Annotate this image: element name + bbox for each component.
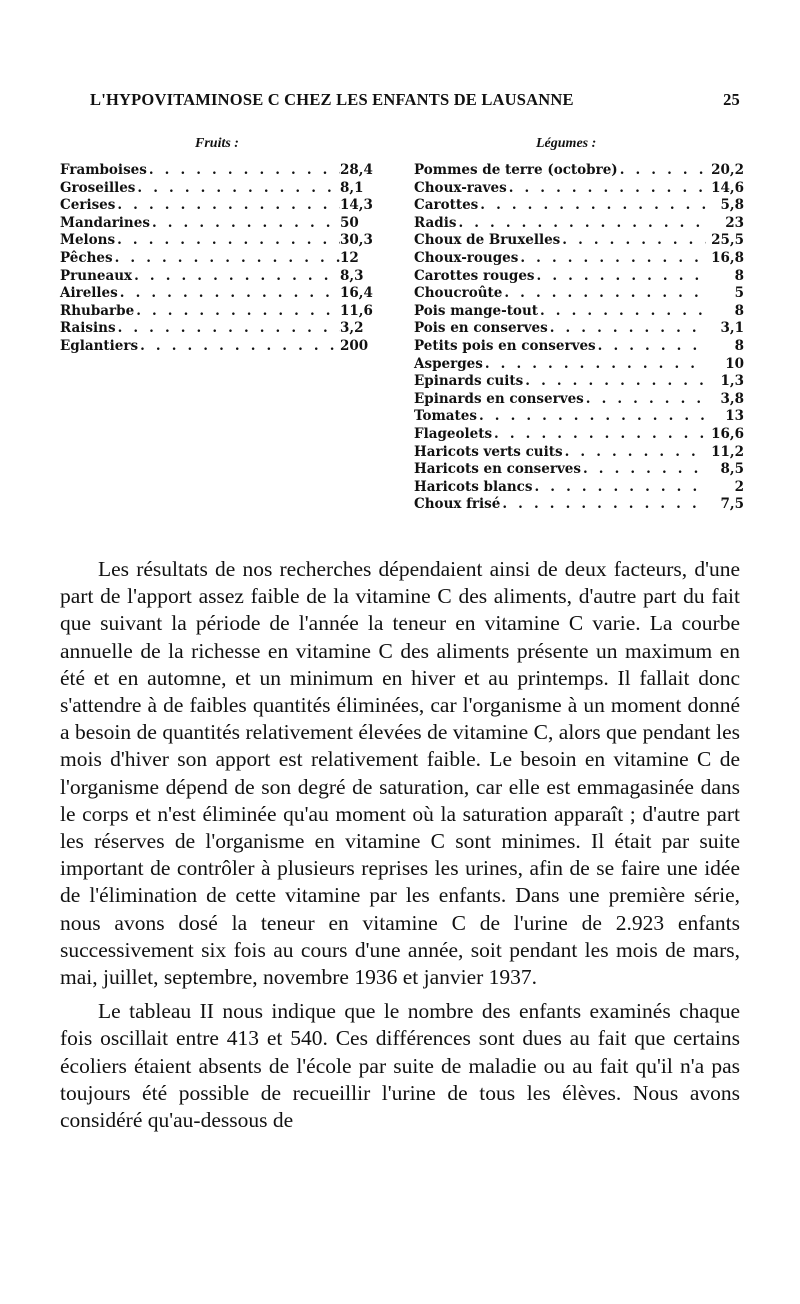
fruit-name: Groseilles [60, 179, 136, 196]
legume-name: Haricots verts cuits [414, 443, 563, 460]
page-number: 25 [723, 90, 740, 109]
dot-leader [115, 197, 340, 213]
legume-row [414, 461, 744, 479]
fruit-value: 11,6 [340, 302, 373, 319]
body-text [60, 556, 740, 1134]
legume-name: Carottes rouges [414, 267, 535, 284]
dot-leader [116, 320, 340, 336]
fruit-value: 50 [340, 214, 359, 231]
legume-value: 5 [734, 285, 744, 302]
legume-name: Haricots blancs [414, 478, 533, 495]
legumes-list [414, 162, 744, 514]
legume-name: Choux-rouges [414, 249, 519, 266]
dot-leader [618, 162, 706, 178]
legume-name: Pois en conserves [414, 320, 548, 337]
legume-name: Epinards cuits [414, 373, 524, 390]
dot-leader [581, 461, 706, 477]
fruit-row [60, 285, 380, 303]
dot-leader [584, 391, 706, 407]
legume-row [414, 250, 744, 268]
legume-row [414, 320, 744, 338]
legume-name: Petits pois en conserves [414, 337, 596, 354]
legume-name: Carottes [414, 197, 479, 214]
fruit-name: Mandarines [60, 214, 150, 231]
legume-name: Haricots en conserves [414, 461, 581, 478]
fruit-name: Cerises [60, 197, 116, 214]
legume-row [414, 162, 744, 180]
dot-leader [548, 320, 706, 336]
fruit-value: 14,3 [340, 197, 373, 214]
dot-leader [560, 232, 706, 248]
legume-value: 20,2 [711, 162, 744, 178]
legume-name: Flageolets [414, 425, 493, 442]
dot-leader [507, 180, 706, 196]
dot-leader [500, 496, 706, 512]
fruits-list [60, 162, 380, 356]
legume-name: Pommes de terre (octobre) [414, 162, 618, 178]
legume-value: 1,3 [720, 373, 744, 390]
legume-value: 8 [734, 302, 744, 319]
legume-value: 5,8 [720, 197, 744, 214]
legume-row [414, 338, 744, 356]
legume-name: Asperges [414, 355, 483, 372]
dot-leader [492, 426, 706, 442]
fruit-row [60, 250, 380, 268]
dot-leader [477, 408, 706, 424]
dot-leader [132, 268, 340, 284]
legume-row [414, 232, 744, 250]
legume-row [414, 426, 744, 444]
dot-leader [563, 444, 706, 460]
legume-value: 11,2 [711, 443, 744, 460]
legume-value: 14,6 [711, 179, 744, 196]
dot-leader [135, 180, 340, 196]
dot-leader [113, 250, 340, 266]
fruit-name: Pêches [60, 249, 113, 266]
dot-leader [115, 232, 340, 248]
dot-leader [478, 197, 706, 213]
fruit-row [60, 197, 380, 215]
fruit-name: Rhubarbe [60, 302, 135, 319]
legume-name: Radis [414, 214, 457, 231]
legume-name: Choux frisé [414, 496, 501, 513]
legume-row [414, 444, 744, 462]
running-title: L'HYPOVITAMINOSE C CHEZ LES ENFANTS DE LAUSANNE [90, 90, 574, 109]
paragraph: Les résultats de nos recherches dépendaient ainsi de deux facteurs, d'une part de l'apport assez faible de la vitamine C des aliments, d'autre part du fait que suivant la période de l'année la teneur en vitamine C varie. La courbe annuelle de la richesse en vitamine C des aliments présente un maximum en été et en automne, et un minimum en hiver et au printemps. Il fallait donc s'attendre à de faibles quantités éliminées, car l'organisme à un moment donné a besoin de quantités relativement élevées de vitamine C, alors que pendant les mois d'hiver son apport est relativement faible. Le besoin en vitamine C de l'organisme dépend de son degré de saturation, car elle est emmagasinée dans le corps et n'est éliminée qu'au moment où la saturation apparaît ; d'autre part les réserves de l'organisme en vitamine C sont minimes. Il était par suite important de contrôler à plusieurs reprises les urines, afin de se faire une idée de l'élimination de cette vitamine par les enfants. Dans une première série, nous avons dosé la teneur en vitamine C de l'urine de 2.923 enfants successivement six fois au cours d'une année, soit pendant les mois de mars, mai, juillet, septembre, novembre 1936 et janvier 1937. [60, 557, 740, 990]
legume-value: 2 [734, 478, 744, 495]
fruit-value: 200 [340, 337, 369, 354]
fruit-row [60, 180, 380, 198]
legume-name: Tomates [414, 408, 477, 425]
dot-leader [483, 356, 706, 372]
legume-row [414, 303, 744, 321]
legume-row [414, 373, 744, 391]
dot-leader [138, 338, 340, 354]
legume-row [414, 408, 744, 426]
legume-name: Pois mange-tout [414, 302, 538, 319]
fruit-name: Melons [60, 232, 116, 249]
legume-value: 3,8 [720, 390, 744, 407]
fruit-row [60, 303, 380, 321]
fruit-value: 3,2 [340, 320, 364, 337]
legume-value: 23 [725, 214, 744, 231]
dot-leader [150, 215, 340, 231]
fruit-value: 8,3 [340, 267, 364, 284]
legume-value: 16,8 [711, 249, 744, 266]
dot-leader [532, 479, 706, 495]
legume-name: Epinards en conserves [414, 390, 584, 407]
legume-row [414, 356, 744, 374]
legume-value: 8,5 [720, 461, 744, 478]
dot-leader [147, 162, 340, 178]
fruit-name: Eglantiers [60, 337, 139, 354]
legume-value: 25,5 [711, 232, 744, 249]
dot-leader [518, 250, 706, 266]
fruit-row [60, 215, 380, 233]
fruit-name: Airelles [60, 285, 118, 302]
fruit-row [60, 320, 380, 338]
dot-leader [523, 373, 706, 389]
fruit-row [60, 232, 380, 250]
dot-leader [456, 215, 706, 231]
dot-leader [134, 303, 340, 319]
fruits-heading: Fruits : [195, 136, 239, 151]
legumes-heading: Légumes : [536, 136, 597, 151]
legume-value: 16,6 [711, 425, 744, 442]
dot-leader [535, 268, 706, 284]
fruit-row [60, 162, 380, 180]
legume-row [414, 268, 744, 286]
fruit-row [60, 268, 380, 286]
running-header [90, 90, 740, 110]
legume-value: 13 [725, 408, 744, 425]
dot-leader [502, 285, 706, 301]
legume-row [414, 197, 744, 215]
legume-value: 7,5 [720, 496, 744, 513]
legume-row [414, 479, 744, 497]
dot-leader [538, 303, 706, 319]
legume-row [414, 496, 744, 514]
paragraph: Le tableau II nous indique que le nombre des enfants examinés chaque fois oscillait entre 413 et 540. Ces différences sont dues au fait que certains écoliers étaient absents de l'école par suite de maladie ou au fait qu'il n'a pas toujours été possible de recueillir l'urine de tous les élèves. Nous avons considéré qu'au-dessous de [60, 999, 740, 1133]
fruit-value: 28,4 [340, 162, 373, 178]
fruit-value: 16,4 [340, 285, 373, 302]
legume-row [414, 285, 744, 303]
legume-row [414, 180, 744, 198]
fruit-name: Pruneaux [60, 267, 133, 284]
fruit-value: 8,1 [340, 179, 364, 196]
legume-value: 10 [725, 355, 744, 372]
dot-leader [596, 338, 706, 354]
legume-name: Choucroûte [414, 285, 503, 302]
legume-name: Choux de Bruxelles [414, 232, 561, 249]
legume-value: 8 [734, 337, 744, 354]
fruit-row [60, 338, 380, 356]
fruit-value: 30,3 [340, 232, 373, 249]
legume-name: Choux-raves [414, 179, 507, 196]
legume-row [414, 215, 744, 233]
legume-value: 3,1 [720, 320, 744, 337]
dot-leader [118, 285, 340, 301]
fruit-name: Framboises [60, 162, 147, 178]
fruit-name: Raisins [60, 320, 116, 337]
legume-row [414, 391, 744, 409]
fruit-value: 12 [340, 249, 359, 266]
legume-value: 8 [734, 267, 744, 284]
